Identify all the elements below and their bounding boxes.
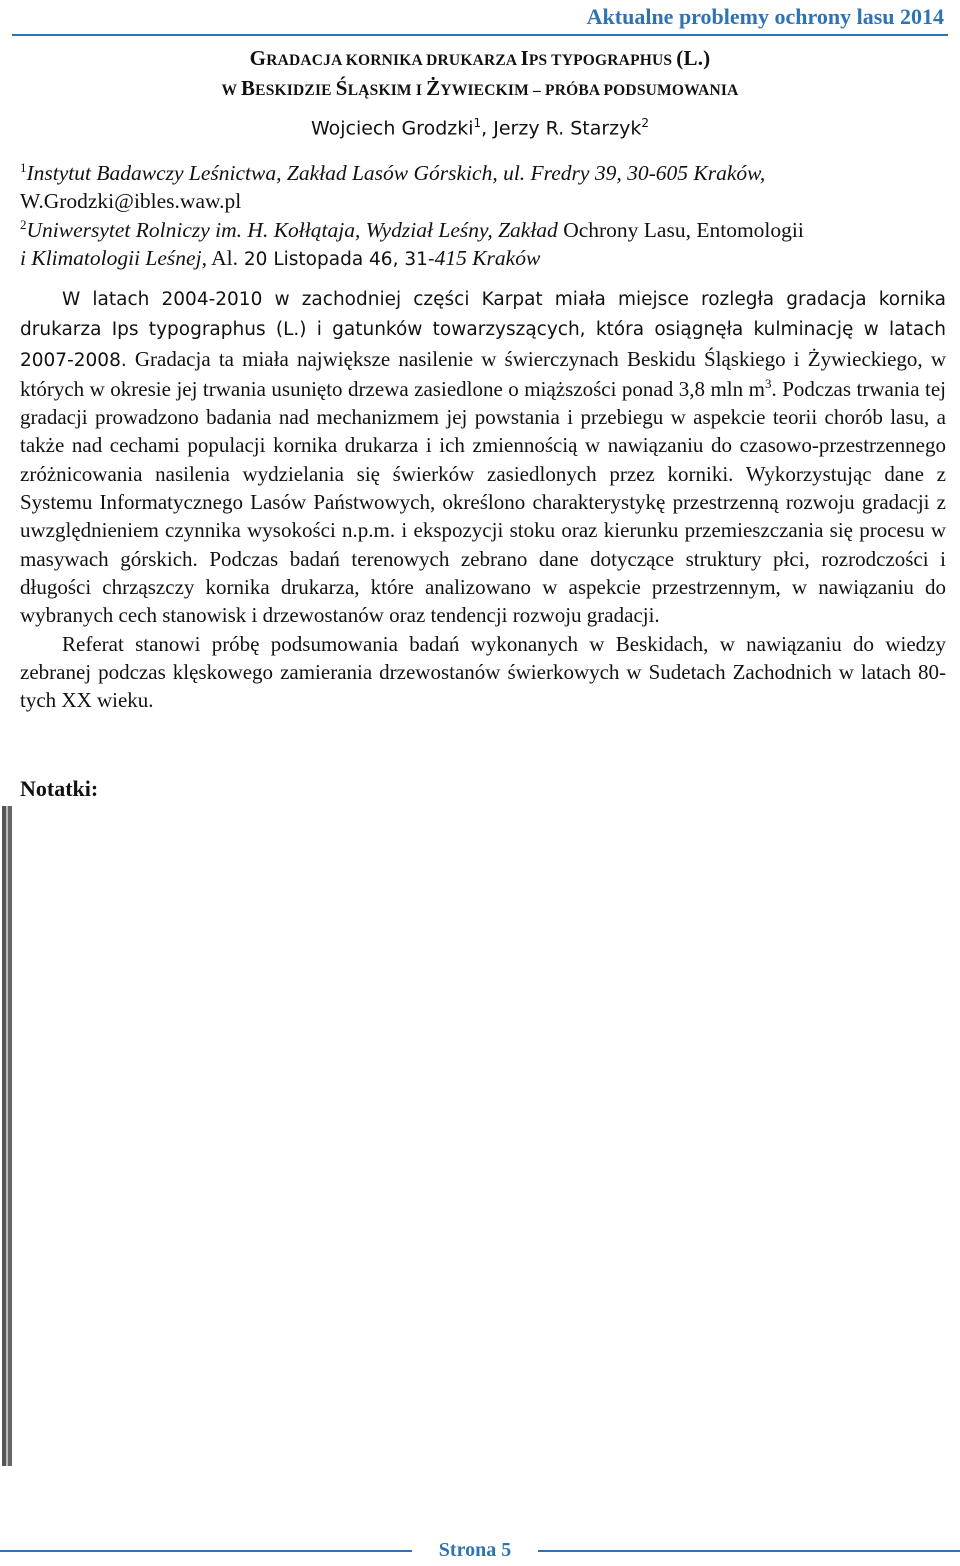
affiliation-2-line2-italic: i Klimatologii Leśnej, bbox=[20, 246, 207, 271]
title-segment: Ż bbox=[426, 76, 441, 100]
abstract-paragraph-2: Referat stanowi próbę podsumowania badań wykonanych w Beskidach, w nawiązaniu do wiedzy zebranej podczas klęskowego zamierania drzewostanów świerkowych w Sudetach Zachodnich w latach 80-tych XX wieku. bbox=[20, 631, 946, 713]
title-segment: PS TYPOGRAPHUS bbox=[528, 52, 677, 69]
affiliation-1-mark: 1 bbox=[20, 160, 27, 175]
title-segment: I bbox=[520, 46, 529, 70]
abstract bbox=[20, 284, 946, 714]
affiliation-1-email: W.Grodzki@ibles.waw.pl bbox=[20, 189, 242, 214]
abstract-body-2: . Podczas trwania tej gradacji prowadzono badania nad mechanizmem jej powstania i przebiegu w aspekcie teorii chorób lasu, a także nad cechami populacji kornika drukarza i ich zmiennością w nawiązaniu do czasowo-przestrzennego zróżnicowania nasilenia wydzielania się świerków zasiedlonych przez korniki. Wykorzystując dane z Systemu Informatycznego Lasów Państwowych, określono charakterystykę przestrzenną rozwoju gradacji z uwzględnieniem czynnika wysokości n.p.m. i ekspozycji stoku oraz kierunku przemieszczania się procesu w masywach górskich. Podczas badań terenowych zebrano dane dotyczące struktury płci, rozrodczości i długości chrząszczy kornika drukarza, które analizowano w aspekcie przestrzennym, w nawiązaniu do wybranych cech stanowisk i drzewostanów oraz tendencji rozwoju gradacji. bbox=[20, 376, 946, 628]
affiliation-1 bbox=[20, 154, 946, 215]
title-segment: ESKIDZIE bbox=[255, 82, 336, 99]
title-segment: B bbox=[240, 76, 256, 100]
affiliation-2-rest: Ochrony Lasu, Entomologii bbox=[557, 218, 804, 243]
page-number: Strona 5 bbox=[438, 1539, 512, 1561]
title-segment: LĄSKIM I bbox=[347, 82, 427, 99]
title-segment: G bbox=[249, 46, 267, 70]
affiliation-2-street: 20 Listopada 46, 31- bbox=[238, 249, 435, 271]
paper-title-line-2 bbox=[0, 76, 960, 101]
notes-margin-bar bbox=[2, 806, 12, 1466]
title-segment: RADACJA KORNIKA DRUKARZA bbox=[266, 52, 521, 69]
author-1-affiliation-mark: 1 bbox=[473, 116, 482, 130]
abstract-body-1: Gradacja ta miała największe nasilenie w świerczynach Beskidu Śląskiego i Żywieckiego, w których w okresie jej trwania usunięto drzewa zasiedlone o miąższości ponad 3,8 mln m bbox=[20, 346, 946, 401]
footer-rule-left bbox=[0, 1550, 412, 1552]
affiliation-2-mark: 2 bbox=[20, 217, 27, 232]
notes-label: Notatki: bbox=[20, 776, 99, 801]
running-header: Aktualne problemy ochrony lasu 2014 bbox=[586, 4, 944, 29]
title-segment: Ś bbox=[335, 76, 348, 100]
title-segment: W bbox=[221, 82, 241, 99]
affiliation-2-al: Al. bbox=[206, 246, 239, 271]
author-2-affiliation-mark: 2 bbox=[641, 116, 650, 130]
abstract-intro: W latach 2004-2010 w zachodniej części Karpat miała miejsce rozległa gradacja kornika drukarza Ips typographus (L.) i gatunków towarzyszących, która osiągnęła kulminację w latach 2007-2008. bbox=[20, 289, 946, 371]
affiliation-2-city: 415 Kraków bbox=[434, 246, 541, 271]
affiliation-1-text: Instytut Badawczy Leśnictwa, Zakład Lasów Górskich, ul. Fredry 39, 30-605 Kraków, bbox=[26, 161, 766, 186]
footer-rule-right bbox=[538, 1550, 960, 1552]
header-rule bbox=[12, 34, 948, 36]
title-segment: (L.) bbox=[676, 46, 711, 70]
abstract-paragraph-1 bbox=[20, 284, 946, 630]
title-segment: YWIECKIM – PRÓBA PODSUMOWANIA bbox=[440, 82, 739, 99]
cubic-superscript: 3 bbox=[764, 375, 772, 391]
author-separator: , bbox=[481, 117, 494, 140]
affiliation-2 bbox=[20, 211, 946, 274]
paper-title-line-1 bbox=[0, 46, 960, 71]
author-2: Jerzy R. Starzyk bbox=[493, 117, 642, 140]
author-1: Wojciech Grodzki bbox=[310, 117, 474, 140]
affiliation-2-italic: Uniwersytet Rolniczy im. H. Kołłątaja, Wydział Leśny, Zakład bbox=[26, 218, 558, 243]
authors bbox=[0, 116, 960, 139]
